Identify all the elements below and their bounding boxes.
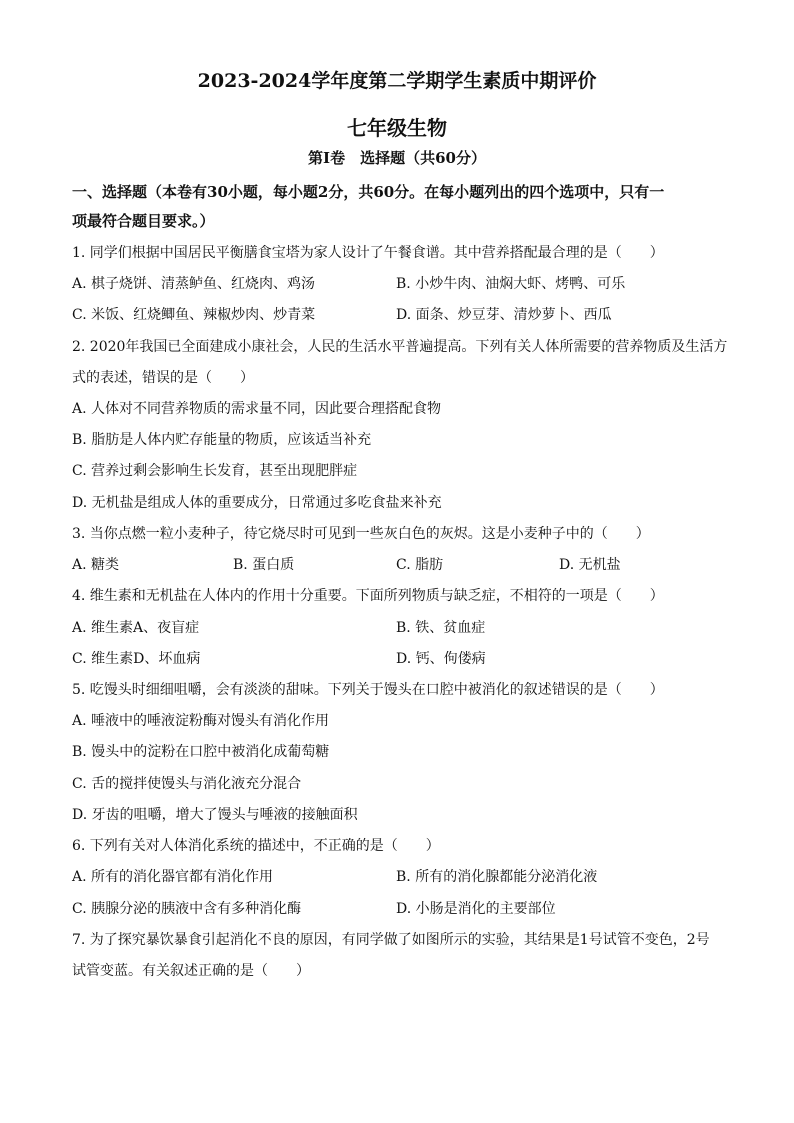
- question-4-option-a: A. 维生素A、夜盲症: [72, 620, 200, 636]
- question-5-option-b: B. 馒头中的淀粉在口腔中被消化成葡萄糖: [72, 744, 330, 760]
- question-1-option-c: C. 米饭、红烧鲫鱼、辣椒炒肉、炒青菜: [72, 307, 316, 323]
- question-1-stem: 1. 同学们根据中国居民平衡膳食宝塔为家人设计了午餐食谱。其中营养搭配最合理的是（ ）: [72, 245, 664, 261]
- exam-part-heading: 第Ⅰ卷 选择题（共60分）: [308, 149, 486, 167]
- question-5-stem: 5. 吃馒头时细细咀嚼，会有淡淡的甜味。下列关于馒头在口腔中被消化的叙述错误的是（ ）: [72, 682, 664, 698]
- question-2-stem-line-2: 式的表述，错误的是（ ）: [72, 370, 254, 386]
- question-3-option-d: D. 无机盐: [559, 557, 621, 573]
- question-4-option-d: D. 钙、佝偻病: [396, 651, 486, 667]
- question-3-option-c: C. 脂肪: [396, 557, 444, 573]
- question-2-stem-line-1: 2. 2020年我国已全面建成小康社会，人民的生活水平普遍提高。下列有关人体所需要的营养物质及生活方: [72, 339, 728, 355]
- question-4-stem: 4. 维生素和无机盐在人体内的作用十分重要。下面所列物质与缺乏症，不相符的一项是（ ）: [72, 588, 664, 604]
- question-4-option-b: B. 铁、贫血症: [396, 620, 486, 636]
- question-7-stem-line-2: 试管变蓝。有关叙述正确的是（ ）: [72, 963, 310, 979]
- question-5-option-a: A. 唾液中的唾液淀粉酶对馒头有消化作用: [72, 713, 330, 729]
- question-5-option-c: C. 舌的搅拌使馒头与消化液充分混合: [72, 776, 302, 792]
- question-6-option-a: A. 所有的消化器官都有消化作用: [72, 869, 274, 885]
- question-1-option-a: A. 棋子烧饼、清蒸鲈鱼、红烧肉、鸡汤: [72, 276, 316, 292]
- question-6-stem: 6. 下列有关对人体消化系统的描述中，不正确的是（ ）: [72, 838, 440, 854]
- exam-title: 2023-2024学年度第二学期学生素质中期评价: [197, 70, 597, 92]
- question-3-option-a: A. 糖类: [72, 557, 120, 573]
- question-2-option-b: B. 脂肪是人体内贮存能量的物质，应该适当补充: [72, 432, 372, 448]
- question-6-option-d: D. 小肠是消化的主要部位: [396, 901, 556, 917]
- question-4-option-c: C. 维生素D、坏血病: [72, 651, 201, 667]
- section-instructions-line-1: 一、选择题（本卷有30小题，每小题2分，共60分。在每小题列出的四个选项中，只有一: [72, 183, 665, 201]
- question-2-option-a: A. 人体对不同营养物质的需求量不同，因此要合理搭配食物: [72, 401, 442, 417]
- question-2-option-d: D. 无机盐是组成人体的重要成分，日常通过多吃食盐来补充: [72, 495, 442, 511]
- question-1-option-b: B. 小炒牛肉、油焖大虾、烤鸭、可乐: [396, 276, 626, 292]
- question-5-option-d: D. 牙齿的咀嚼，增大了馒头与唾液的接触面积: [72, 807, 358, 823]
- question-1-option-d: D. 面条、炒豆芽、清炒萝卜、西瓜: [396, 307, 612, 323]
- section-instructions-line-2: 项最符合题目要求。）: [72, 212, 215, 230]
- question-7-stem-line-1: 7. 为了探究暴饮暴食引起消化不良的原因，有同学做了如图所示的实验，其结果是1号试管不变色，2号: [72, 932, 710, 948]
- question-3-stem: 3. 当你点燃一粒小麦种子，待它烧尽时可见到一些灰白色的灰烬。这是小麦种子中的（ ）: [72, 526, 650, 542]
- question-6-option-b: B. 所有的消化腺都能分泌消化液: [396, 869, 598, 885]
- exam-subject: 七年级生物: [347, 116, 447, 140]
- question-2-option-c: C. 营养过剩会影响生长发育，甚至出现肥胖症: [72, 463, 358, 479]
- question-3-option-b: B. 蛋白质: [233, 557, 295, 573]
- question-6-option-c: C. 胰腺分泌的胰液中含有多种消化酶: [72, 901, 302, 917]
